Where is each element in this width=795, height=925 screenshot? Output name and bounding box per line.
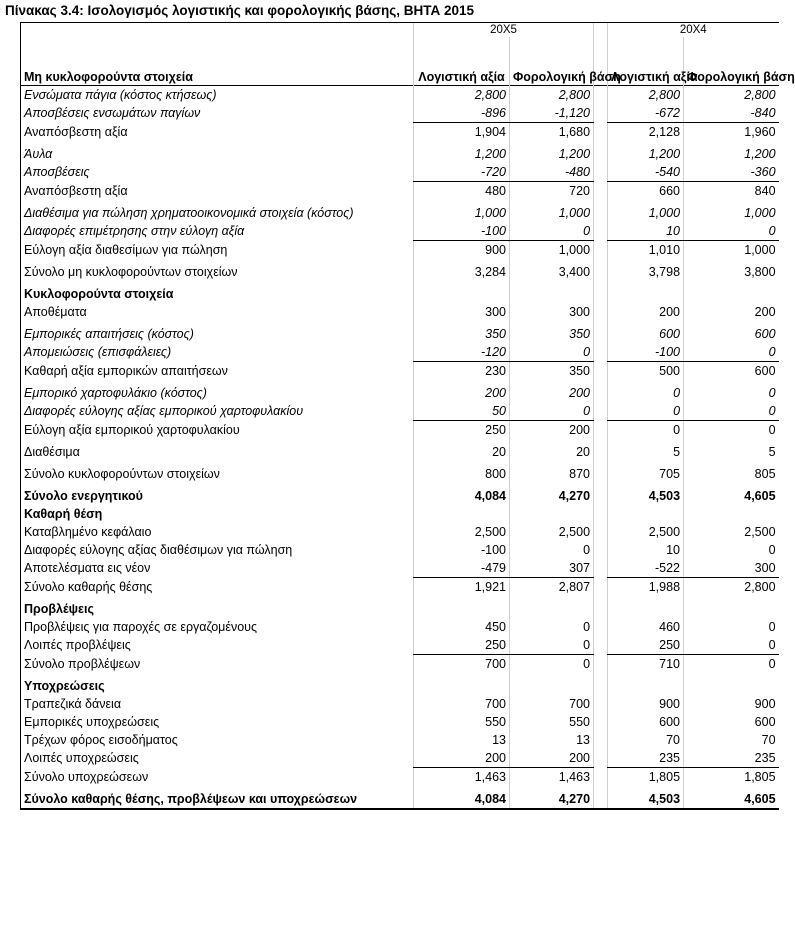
cell-tax-base-20x5: [510, 505, 594, 523]
row-label: Σύνολο ενεργητικού: [21, 487, 414, 505]
table-row: [21, 695, 779, 713]
cell-book-value-20x4: 600: [608, 713, 684, 731]
cell-tax-base-20x5: 720: [510, 182, 594, 201]
gap-cell: [594, 163, 608, 182]
gap-cell: [594, 578, 608, 597]
gap-cell: [594, 104, 608, 123]
gap-cell: [594, 677, 608, 695]
gap-cell: [594, 204, 608, 222]
cell-book-value-20x5: [414, 600, 510, 618]
cell-book-value-20x5: 350: [414, 325, 510, 343]
cell-book-value-20x4: -672: [608, 104, 684, 123]
table-row: [21, 384, 779, 402]
cell-book-value-20x4: 0: [608, 384, 684, 402]
cell-tax-base-20x4: 4,605: [684, 487, 779, 505]
row-label: Σύνολο υποχρεώσεων: [21, 768, 414, 787]
cell-book-value-20x5: 50: [414, 402, 510, 421]
cell-book-value-20x5: 200: [414, 384, 510, 402]
cell-tax-base-20x5: 300: [510, 303, 594, 321]
cell-book-value-20x4: -100: [608, 343, 684, 362]
cell-book-value-20x4: 600: [608, 325, 684, 343]
table-row: [21, 768, 779, 787]
cell-tax-base-20x4: 0: [684, 343, 779, 362]
table-row: [21, 362, 779, 381]
row-label: Προβλέψεις: [21, 600, 414, 618]
cell-tax-base-20x4: 0: [684, 655, 779, 674]
cell-tax-base-20x5: 870: [510, 465, 594, 483]
cell-tax-base-20x5: 2,807: [510, 578, 594, 597]
cell-book-value-20x5: 2,800: [414, 86, 510, 105]
row-label: Σύνολο καθαρής θέσης: [21, 578, 414, 597]
cell-book-value-20x5: -100: [414, 541, 510, 559]
cell-tax-base-20x4: 1,200: [684, 145, 779, 163]
cell-book-value-20x5: 700: [414, 655, 510, 674]
cell-book-value-20x4: 2,800: [608, 86, 684, 105]
table-row: [21, 145, 779, 163]
cell-book-value-20x5: -479: [414, 559, 510, 578]
table-row: [21, 523, 779, 541]
cell-tax-base-20x4: 600: [684, 325, 779, 343]
cell-book-value-20x4: 235: [608, 749, 684, 768]
row-label: Διαθέσιμα: [21, 443, 414, 461]
cell-tax-base-20x5: 200: [510, 384, 594, 402]
cell-book-value-20x5: 450: [414, 618, 510, 636]
cell-book-value-20x4: 1,000: [608, 204, 684, 222]
gap-cell: [594, 263, 608, 281]
row-label: Σύνολο κυκλοφορούντων στοιχείων: [21, 465, 414, 483]
cell-tax-base-20x5: [510, 285, 594, 303]
cell-book-value-20x4: 3,798: [608, 263, 684, 281]
cell-book-value-20x4: -522: [608, 559, 684, 578]
cell-tax-base-20x4: 2,800: [684, 86, 779, 105]
cell-tax-base-20x5: 4,270: [510, 790, 594, 809]
cell-tax-base-20x4: 3,800: [684, 263, 779, 281]
cell-book-value-20x4: 500: [608, 362, 684, 381]
row-label: Υποχρεώσεις: [21, 677, 414, 695]
cell-book-value-20x5: 200: [414, 749, 510, 768]
cell-book-value-20x4: [608, 285, 684, 303]
table-body: [21, 86, 779, 810]
gap-cell: [594, 749, 608, 768]
cell-book-value-20x5: 800: [414, 465, 510, 483]
cell-book-value-20x5: 1,463: [414, 768, 510, 787]
cell-tax-base-20x5: 1,000: [510, 204, 594, 222]
cell-book-value-20x4: 200: [608, 303, 684, 321]
cell-tax-base-20x5: 200: [510, 749, 594, 768]
balance-table: [20, 22, 795, 810]
table-row: [21, 790, 779, 809]
row-label: Προβλέψεις για παροχές σε εργαζομένους: [21, 618, 414, 636]
cell-tax-base-20x4: 600: [684, 362, 779, 381]
row-label: Αποθέματα: [21, 303, 414, 321]
table-row: [21, 263, 779, 281]
cell-tax-base-20x4: 0: [684, 384, 779, 402]
cell-tax-base-20x4: -360: [684, 163, 779, 182]
table-row: [21, 285, 779, 303]
gap-cell: [594, 285, 608, 303]
row-label: Λοιπές υποχρεώσεις: [21, 749, 414, 768]
cell-tax-base-20x4: 0: [684, 618, 779, 636]
row-label: Αποσβέσεις: [21, 163, 414, 182]
cell-book-value-20x4: 4,503: [608, 487, 684, 505]
gap-cell: [594, 465, 608, 483]
gap-cell: [594, 559, 608, 578]
col-header-tax-base-20x4: Φορολογική βάση: [684, 37, 779, 86]
year-header-blank: [21, 23, 414, 38]
cell-book-value-20x4: 70: [608, 731, 684, 749]
row-label: Καθαρή θέση: [21, 505, 414, 523]
gap-cell: [594, 618, 608, 636]
cell-book-value-20x4: 460: [608, 618, 684, 636]
row-label: Αναπόσβεστη αξία: [21, 182, 414, 201]
cell-tax-base-20x5: 13: [510, 731, 594, 749]
cell-book-value-20x4: -540: [608, 163, 684, 182]
cell-tax-base-20x4: 0: [684, 402, 779, 421]
cell-book-value-20x4: 1,805: [608, 768, 684, 787]
cell-tax-base-20x5: 20: [510, 443, 594, 461]
table-row: [21, 559, 779, 578]
table-row: [21, 600, 779, 618]
cell-book-value-20x4: 4,503: [608, 790, 684, 809]
cell-book-value-20x4: 10: [608, 222, 684, 241]
cell-book-value-20x5: -896: [414, 104, 510, 123]
cell-tax-base-20x4: 70: [684, 731, 779, 749]
row-label: Αποσβέσεις ενσωμάτων παγίων: [21, 104, 414, 123]
cell-book-value-20x5: 3,284: [414, 263, 510, 281]
table-row: [21, 163, 779, 182]
table-row: [21, 325, 779, 343]
table-row: [21, 421, 779, 440]
cell-tax-base-20x5: 3,400: [510, 263, 594, 281]
cell-tax-base-20x4: [684, 677, 779, 695]
year-header-20x4: 20X4: [608, 23, 779, 38]
cell-tax-base-20x5: 0: [510, 222, 594, 241]
cell-tax-base-20x5: 0: [510, 636, 594, 655]
gap-cell: [594, 731, 608, 749]
cell-book-value-20x5: 1,000: [414, 204, 510, 222]
cell-tax-base-20x5: 0: [510, 343, 594, 362]
table-row: [21, 655, 779, 674]
row-label: Απομειώσεις (επισφάλειες): [21, 343, 414, 362]
cell-book-value-20x5: 700: [414, 695, 510, 713]
cell-book-value-20x4: 0: [608, 421, 684, 440]
gap-cell: [594, 325, 608, 343]
table-row: [21, 505, 779, 523]
cell-book-value-20x4: 705: [608, 465, 684, 483]
cell-tax-base-20x4: 600: [684, 713, 779, 731]
cell-book-value-20x4: 900: [608, 695, 684, 713]
cell-tax-base-20x4: 300: [684, 559, 779, 578]
gap-cell: [594, 636, 608, 655]
row-label: Σύνολο μη κυκλοφορούντων στοιχείων: [21, 263, 414, 281]
cell-tax-base-20x5: 350: [510, 325, 594, 343]
table-row: [21, 222, 779, 241]
cell-tax-base-20x5: -480: [510, 163, 594, 182]
table-row: [21, 541, 779, 559]
cell-book-value-20x4: 710: [608, 655, 684, 674]
row-label: Εύλογη αξία εμπορικού χαρτοφυλακίου: [21, 421, 414, 440]
cell-book-value-20x5: 13: [414, 731, 510, 749]
table-row: [21, 465, 779, 483]
table-row: [21, 123, 779, 142]
cell-book-value-20x5: 4,084: [414, 790, 510, 809]
cell-book-value-20x5: 20: [414, 443, 510, 461]
section-header-noncurrent: Μη κυκλοφορούντα στοιχεία: [21, 37, 414, 86]
table-row: [21, 303, 779, 321]
cell-book-value-20x4: 1,010: [608, 241, 684, 260]
cell-tax-base-20x4: 0: [684, 222, 779, 241]
cell-book-value-20x5: 550: [414, 713, 510, 731]
table-row: [21, 487, 779, 505]
cell-book-value-20x5: 250: [414, 421, 510, 440]
cell-book-value-20x4: [608, 600, 684, 618]
cell-tax-base-20x5: 200: [510, 421, 594, 440]
gap-cell: [594, 600, 608, 618]
cell-tax-base-20x4: 2,500: [684, 523, 779, 541]
gap-cell: [594, 790, 608, 809]
cell-book-value-20x5: 1,200: [414, 145, 510, 163]
cell-tax-base-20x4: 2,800: [684, 578, 779, 597]
cell-book-value-20x4: 1,200: [608, 145, 684, 163]
cell-book-value-20x4: [608, 505, 684, 523]
cell-tax-base-20x5: 0: [510, 541, 594, 559]
cell-book-value-20x5: 1,904: [414, 123, 510, 142]
cell-tax-base-20x5: 0: [510, 402, 594, 421]
cell-tax-base-20x5: 550: [510, 713, 594, 731]
row-label: Εμπορικό χαρτοφυλάκιο (κόστος): [21, 384, 414, 402]
cell-tax-base-20x4: 0: [684, 636, 779, 655]
cell-book-value-20x5: 4,084: [414, 487, 510, 505]
cell-tax-base-20x4: [684, 505, 779, 523]
gap-cell: [594, 655, 608, 674]
table-row: [21, 618, 779, 636]
row-label: Ενσώματα πάγια (κόστος κτήσεως): [21, 86, 414, 105]
cell-book-value-20x5: 2,500: [414, 523, 510, 541]
cell-tax-base-20x4: [684, 285, 779, 303]
cell-tax-base-20x4: 0: [684, 421, 779, 440]
row-label: Εύλογη αξία διαθεσίμων για πώληση: [21, 241, 414, 260]
cell-book-value-20x4: 10: [608, 541, 684, 559]
cell-book-value-20x4: 0: [608, 402, 684, 421]
gap-cell: [594, 695, 608, 713]
cell-tax-base-20x5: 2,500: [510, 523, 594, 541]
cell-tax-base-20x5: 307: [510, 559, 594, 578]
gap-cell: [594, 241, 608, 260]
gap-cell: [594, 768, 608, 787]
table-row: [21, 402, 779, 421]
cell-book-value-20x4: 5: [608, 443, 684, 461]
cell-book-value-20x4: 1,988: [608, 578, 684, 597]
cell-book-value-20x5: 300: [414, 303, 510, 321]
cell-tax-base-20x4: -840: [684, 104, 779, 123]
gap-cell: [594, 713, 608, 731]
row-label: Σύνολο καθαρής θέσης, προβλέψεων και υποχρεώσεων: [21, 790, 414, 809]
gap-cell: [594, 362, 608, 381]
col-header-book-value-20x5: Λογιστική αξία: [414, 37, 510, 86]
cell-tax-base-20x5: 700: [510, 695, 594, 713]
row-label: Κυκλοφορούντα στοιχεία: [21, 285, 414, 303]
cell-tax-base-20x5: [510, 677, 594, 695]
gap-cell: [594, 86, 608, 105]
cell-tax-base-20x5: 1,000: [510, 241, 594, 260]
cell-tax-base-20x4: 4,605: [684, 790, 779, 809]
gap-cell: [594, 23, 608, 38]
cell-tax-base-20x5: 2,800: [510, 86, 594, 105]
table-title: Πίνακας 3.4: Ισολογισμός λογιστικής και φορολογικής βάσης, ΒΗΤΑ 2015: [5, 3, 475, 18]
cell-tax-base-20x5: -1,120: [510, 104, 594, 123]
table-row: [21, 204, 779, 222]
cell-tax-base-20x5: 1,463: [510, 768, 594, 787]
row-label: Τραπεζικά δάνεια: [21, 695, 414, 713]
cell-tax-base-20x4: 200: [684, 303, 779, 321]
row-label: Αποτελέσματα εις νέον: [21, 559, 414, 578]
cell-book-value-20x4: 2,128: [608, 123, 684, 142]
cell-book-value-20x5: -100: [414, 222, 510, 241]
cell-tax-base-20x4: 0: [684, 541, 779, 559]
row-label: Εμπορικές υποχρεώσεις: [21, 713, 414, 731]
year-header-20x5: 20X5: [414, 23, 594, 38]
cell-tax-base-20x4: 900: [684, 695, 779, 713]
cell-book-value-20x5: 230: [414, 362, 510, 381]
table-row: [21, 104, 779, 123]
cell-book-value-20x5: [414, 505, 510, 523]
cell-book-value-20x4: 660: [608, 182, 684, 201]
cell-tax-base-20x4: 1,805: [684, 768, 779, 787]
cell-book-value-20x5: 1,921: [414, 578, 510, 597]
row-label: Σύνολο προβλέψεων: [21, 655, 414, 674]
cell-tax-base-20x4: 840: [684, 182, 779, 201]
row-label: Τρέχων φόρος εισοδήματος: [21, 731, 414, 749]
gap-cell: [594, 303, 608, 321]
gap-cell: [594, 541, 608, 559]
table-row: [21, 749, 779, 768]
cell-tax-base-20x4: 235: [684, 749, 779, 768]
row-label: Διαθέσιμα για πώληση χρηματοοικονομικά στοιχεία (κόστος): [21, 204, 414, 222]
gap-cell: [594, 123, 608, 142]
cell-tax-base-20x5: 1,680: [510, 123, 594, 142]
row-label: Εμπορικές απαιτήσεις (κόστος): [21, 325, 414, 343]
table-row: [21, 677, 779, 695]
gap-cell: [594, 402, 608, 421]
cell-tax-base-20x4: 5: [684, 443, 779, 461]
cell-tax-base-20x5: [510, 600, 594, 618]
cell-tax-base-20x5: 0: [510, 655, 594, 674]
table-row: [21, 86, 779, 105]
cell-tax-base-20x5: 0: [510, 618, 594, 636]
gap-cell: [594, 523, 608, 541]
col-header-book-value-20x4: Λογιστική αξία: [608, 37, 684, 86]
gap-cell: [594, 443, 608, 461]
cell-tax-base-20x4: 1,960: [684, 123, 779, 142]
gap-cell: [594, 487, 608, 505]
table-row: [21, 182, 779, 201]
cell-book-value-20x5: 480: [414, 182, 510, 201]
gap-cell: [594, 384, 608, 402]
cell-book-value-20x4: [608, 677, 684, 695]
cell-tax-base-20x5: 350: [510, 362, 594, 381]
row-label: Διαφορές εύλογης αξίας εμπορικού χαρτοφυλακίου: [21, 402, 414, 421]
table-row: [21, 636, 779, 655]
col-header-tax-base-20x5: Φορολογική βάση: [510, 37, 594, 86]
row-label: Άυλα: [21, 145, 414, 163]
table-row: [21, 578, 779, 597]
cell-tax-base-20x5: 4,270: [510, 487, 594, 505]
cell-book-value-20x5: 250: [414, 636, 510, 655]
table-row: [21, 343, 779, 362]
cell-book-value-20x4: 2,500: [608, 523, 684, 541]
cell-book-value-20x5: -120: [414, 343, 510, 362]
gap-cell: [594, 343, 608, 362]
gap-cell: [594, 222, 608, 241]
cell-tax-base-20x4: [684, 600, 779, 618]
gap-cell: [594, 421, 608, 440]
balance-sheet: [20, 22, 795, 922]
table-row: [21, 713, 779, 731]
cell-book-value-20x5: [414, 677, 510, 695]
cell-tax-base-20x4: 805: [684, 465, 779, 483]
cell-book-value-20x5: 900: [414, 241, 510, 260]
gap-cell: [594, 145, 608, 163]
cell-book-value-20x4: 250: [608, 636, 684, 655]
cell-tax-base-20x5: 1,200: [510, 145, 594, 163]
cell-tax-base-20x4: 1,000: [684, 204, 779, 222]
row-label: Αναπόσβεστη αξία: [21, 123, 414, 142]
gap-cell: [594, 182, 608, 201]
table-row: [21, 443, 779, 461]
row-label: Διαφορές εύλογης αξίας διαθέσιμων για πώληση: [21, 541, 414, 559]
table-row: [21, 241, 779, 260]
row-label: Καταβλημένο κεφάλαιο: [21, 523, 414, 541]
cell-book-value-20x5: [414, 285, 510, 303]
table-row: [21, 731, 779, 749]
cell-tax-base-20x4: 1,000: [684, 241, 779, 260]
gap-cell: [594, 505, 608, 523]
row-label: Διαφορές επιμέτρησης στην εύλογη αξία: [21, 222, 414, 241]
row-label: Λοιπές προβλέψεις: [21, 636, 414, 655]
row-label: Καθαρή αξία εμπορικών απαιτήσεων: [21, 362, 414, 381]
cell-book-value-20x5: -720: [414, 163, 510, 182]
